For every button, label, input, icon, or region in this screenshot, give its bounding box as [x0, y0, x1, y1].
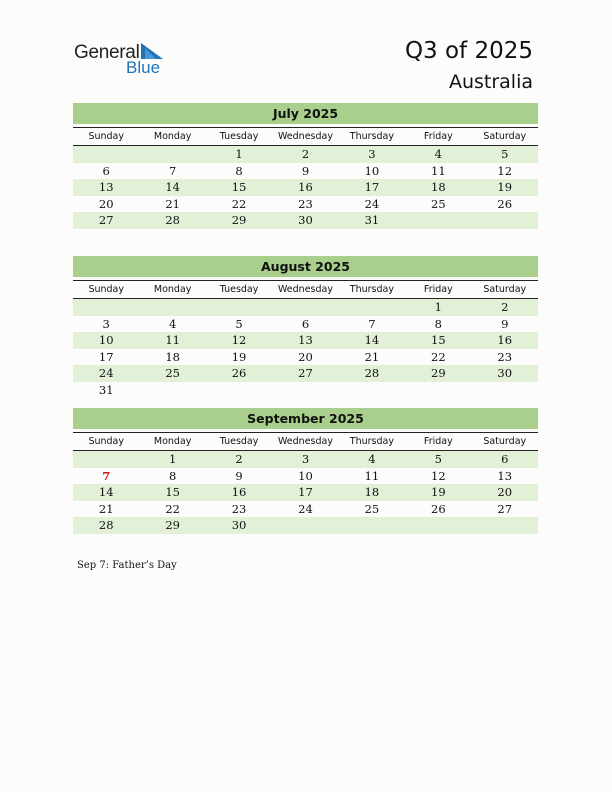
weekday-label: Wednesday: [277, 436, 333, 447]
day-cell: 19: [497, 180, 513, 194]
day-cell: 6: [102, 163, 110, 178]
day-cell: 6: [301, 316, 310, 331]
day-cell: 28: [165, 213, 180, 227]
day-cell: 5: [501, 147, 509, 161]
day-cell: 27: [298, 366, 313, 380]
week-row: [73, 332, 538, 349]
day-cell: 3: [301, 452, 310, 466]
month-september: [73, 408, 538, 534]
day-cell: 3: [368, 147, 376, 161]
day-cell: 1: [168, 452, 177, 466]
day-cell: 15: [431, 333, 446, 347]
empty-day-cell: [73, 451, 139, 468]
weekday-label: Sunday: [88, 436, 124, 447]
empty-day-cell: [405, 517, 471, 534]
month-header: September 2025: [73, 408, 538, 429]
month-july: [73, 103, 538, 229]
day-cell: 28: [364, 366, 380, 380]
day-cell: 9: [501, 316, 509, 331]
day-cell: 1: [235, 147, 243, 161]
day-cell: 18: [364, 485, 380, 499]
day-cell: 9: [301, 163, 310, 178]
weekday-label: Saturday: [483, 436, 527, 447]
day-cell: 14: [98, 485, 114, 499]
empty-day-cell: [472, 517, 538, 534]
day-cell: 16: [497, 333, 513, 347]
weekday-header-row: [73, 432, 538, 451]
day-cell: 28: [98, 518, 114, 532]
day-cell: 15: [231, 180, 247, 194]
day-cell: 17: [364, 180, 380, 194]
empty-day-cell: [339, 517, 405, 534]
day-cell: 29: [165, 518, 180, 532]
week-row: [73, 299, 538, 316]
day-cell: 18: [165, 349, 180, 364]
month-header: August 2025: [73, 256, 538, 277]
weekday-label: Thursday: [349, 284, 394, 295]
day-cell: 26: [231, 366, 247, 380]
day-cell: 8: [168, 468, 177, 483]
empty-day-cell: [272, 517, 338, 534]
day-cell: 14: [364, 333, 380, 347]
day-cell: 11: [431, 163, 446, 178]
weekday-label: Saturday: [483, 284, 527, 295]
empty-day-cell: [405, 212, 471, 229]
day-cell: 16: [298, 180, 313, 194]
day-cell: 23: [497, 349, 513, 364]
holiday-note: Sep 7: Father’s Day: [77, 560, 177, 571]
week-row: [73, 517, 538, 534]
weekday-label: Monday: [153, 131, 192, 142]
month-august: [73, 256, 538, 398]
day-cell: 12: [231, 333, 247, 347]
day-cell: 7: [168, 163, 177, 178]
day-cell: 2: [501, 300, 509, 314]
weekday-label: Wednesday: [277, 131, 333, 142]
weekday-label: Tuesday: [219, 284, 259, 295]
day-cell: 25: [364, 501, 380, 516]
empty-day-cell: [272, 382, 338, 399]
day-cell: 4: [434, 147, 442, 161]
day-cell: 5: [434, 452, 442, 466]
empty-day-cell: [339, 382, 405, 399]
day-cell: 1: [434, 300, 442, 314]
day-cell: 14: [165, 180, 180, 194]
week-row: [73, 468, 538, 485]
day-cell: 21: [364, 349, 380, 364]
day-cell: 15: [165, 485, 180, 499]
empty-day-cell: [73, 146, 139, 163]
day-cell: 22: [431, 349, 446, 364]
day-cell: 25: [165, 366, 180, 380]
day-cell: 12: [431, 468, 446, 483]
week-row: [73, 146, 538, 163]
day-cell: 31: [98, 382, 114, 397]
day-cell: 18: [431, 180, 446, 194]
day-cell: 4: [168, 316, 177, 331]
day-cell: 2: [235, 452, 243, 466]
weekday-label: Thursday: [349, 131, 394, 142]
day-cell: 30: [231, 518, 247, 532]
week-row: [73, 179, 538, 196]
weekday-label: Tuesday: [219, 131, 259, 142]
month-header: July 2025: [73, 103, 538, 124]
page-title: Q3 of 2025: [404, 38, 533, 64]
week-row: [73, 316, 538, 333]
day-cell: 23: [298, 196, 313, 211]
day-cell: 13: [98, 180, 114, 194]
day-cell: 24: [364, 196, 380, 211]
empty-day-cell: [139, 382, 205, 399]
day-cell: 13: [298, 333, 313, 347]
day-cell: 10: [98, 333, 114, 347]
day-cell: 26: [497, 196, 513, 211]
day-cell: 16: [231, 485, 247, 499]
week-row: [73, 501, 538, 518]
weekday-label: Saturday: [483, 131, 527, 142]
day-cell: 19: [231, 349, 247, 364]
empty-day-cell: [405, 382, 471, 399]
day-cell: 31: [364, 213, 380, 227]
day-cell: 7: [368, 316, 376, 331]
day-cell: 8: [434, 316, 442, 331]
day-cell: 4: [368, 452, 376, 466]
week-row: [73, 163, 538, 180]
day-cell: 22: [231, 196, 247, 211]
page-subtitle: Australia: [448, 71, 533, 93]
day-cell: 3: [102, 316, 110, 331]
day-cell: 9: [235, 468, 243, 483]
week-row: [73, 196, 538, 213]
day-cell: 26: [431, 501, 446, 516]
week-row: [73, 349, 538, 366]
weekday-label: Wednesday: [277, 284, 333, 295]
day-cell: 23: [231, 501, 247, 516]
empty-day-cell: [206, 382, 272, 399]
day-cell: 25: [431, 196, 446, 211]
logo-word-general: General: [74, 42, 140, 63]
day-cell: 29: [231, 213, 247, 227]
day-cell: 20: [497, 485, 513, 499]
day-cell: 24: [298, 501, 313, 516]
day-cell: 21: [98, 501, 114, 516]
week-row: [73, 212, 538, 229]
logo-word-blue: Blue: [126, 58, 161, 77]
day-cell: 2: [301, 147, 310, 161]
empty-day-cell: [139, 146, 205, 163]
day-cell: 11: [364, 468, 380, 483]
weekday-label: Monday: [153, 436, 192, 447]
weekday-label: Tuesday: [219, 436, 259, 447]
day-cell: 13: [497, 468, 513, 483]
empty-day-cell: [472, 212, 538, 229]
day-cell: 17: [298, 485, 313, 499]
empty-day-cell: [139, 299, 205, 316]
empty-day-cell: [339, 299, 405, 316]
day-cell: 27: [497, 501, 513, 516]
empty-day-cell: [272, 299, 338, 316]
week-row: [73, 382, 538, 399]
weekday-label: Sunday: [88, 284, 124, 295]
weekday-label: Sunday: [88, 131, 124, 142]
empty-day-cell: [206, 299, 272, 316]
weekday-label: Friday: [423, 284, 453, 295]
day-cell: 20: [298, 349, 313, 364]
day-cell: 30: [497, 366, 513, 380]
day-cell: 27: [98, 213, 114, 227]
day-cell: 30: [298, 213, 313, 227]
week-row: [73, 484, 538, 501]
weekday-header-row: [73, 127, 538, 146]
day-cell: 21: [165, 196, 180, 211]
day-cell: 8: [235, 163, 243, 178]
empty-day-cell: [73, 299, 139, 316]
weekday-label: Monday: [153, 284, 192, 295]
day-cell: 7: [102, 468, 111, 483]
week-row: [73, 451, 538, 468]
day-cell: 24: [98, 366, 114, 380]
logo: [74, 40, 184, 80]
weekday-header-row: [73, 280, 538, 299]
day-cell: 12: [497, 163, 513, 178]
weekday-label: Friday: [423, 131, 453, 142]
day-cell: 22: [165, 501, 180, 516]
weekday-label: Friday: [423, 436, 453, 447]
logo-triangle-icon: [141, 43, 165, 59]
day-cell: 11: [165, 333, 180, 347]
day-cell: 10: [364, 163, 380, 178]
day-cell: 17: [98, 349, 114, 364]
day-cell: 20: [98, 196, 114, 211]
day-cell: 19: [431, 485, 446, 499]
day-cell: 6: [501, 452, 509, 466]
day-cell: 5: [235, 316, 243, 331]
day-cell: 29: [431, 366, 446, 380]
week-row: [73, 365, 538, 382]
weekday-label: Thursday: [349, 436, 394, 447]
empty-day-cell: [472, 382, 538, 399]
day-cell: 10: [298, 468, 313, 483]
